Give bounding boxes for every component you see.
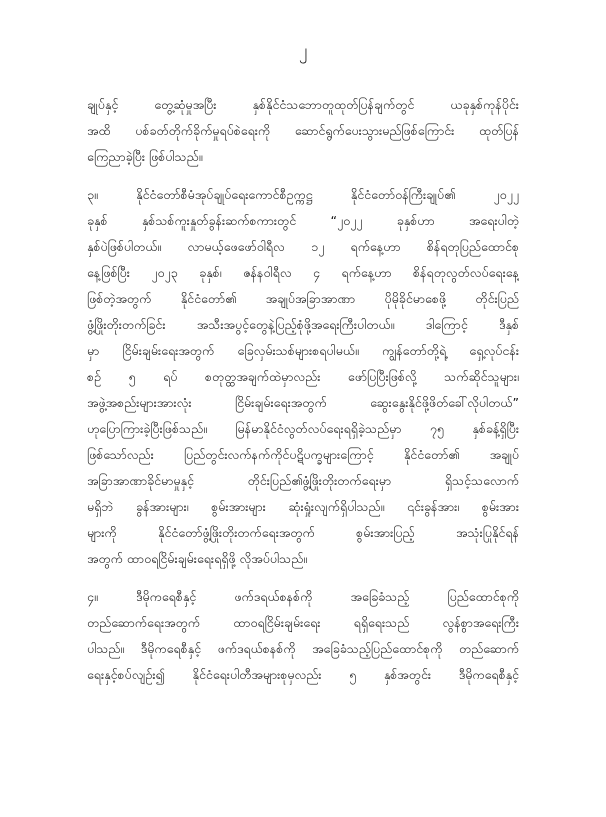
text-line: အဖွဲ့အစည်းများအားလုံး ငြိမ်းချမ်းရေးအတွက် ဆွေးနွေးနိုင်ဖို့ဖိတ်ခေါ်လိုပါတယ်” bbox=[87, 395, 519, 410]
text-line: ဟုပြောကြားခဲ့ပြီးဖြစ်သည်။ မြန်မာနိုင်ငံလွတ်လပ်ရေးရရှိခဲ့သည်မှာ ၇၅ နှစ်ခန့်ရှိပြီး bbox=[87, 421, 519, 436]
text-line: စဉ် ၅ ရပ် စတုတ္ထအချက်ထဲမှာလည်း ဖော်ပြပြီးဖြစ်လို့ သက်ဆိုင်သူများ၊ bbox=[87, 369, 519, 384]
paragraph bbox=[87, 182, 519, 572]
text-line: နေ့ဖြစ်ပြီး ၂၀၂၃ ခုနှစ်၊ ဇန်နဝါရီလ ၄ ရက်နေ့ဟာ စိန်ရတုလွတ်လပ်ရေးနေ့ bbox=[87, 265, 519, 280]
text-line: နှစ်ပဲဖြစ်ပါတယ်။ လာမယ့်ဖေဖော်ဝါရီလ ၁၂ ရက်နေ့ဟာ စိန်ရတုပြည်ထောင်စု bbox=[87, 239, 519, 254]
text-line: တည်ဆောက်ရေးအတွက် ထာဝရငြိမ်းချမ်းရေး ရရှိရေးသည် လွန်စွာအရေးကြီး bbox=[87, 615, 519, 630]
text-line: ၄။ ဒီမိုကရေစီနှင့် ဖက်ဒရယ်စနစ်ကို အခြေခံသည့် ပြည်ထောင်စုကို bbox=[87, 589, 519, 604]
text-line: အတွက် ထာဝရငြိမ်းချမ်းရေးရရှိဖို့ လိုအပ်ပါသည်။ bbox=[87, 551, 308, 566]
text-line: ရေးနှင့်စပ်လျဉ်း၍ နိုင်ငံရေးပါတီအများစုမှလည်း ၅ နှစ်အတွင်း ဒီမိုကရေစီနှင့် bbox=[87, 667, 519, 682]
text-line: ခုနှစ် နှစ်သစ်ကူးနှုတ်ခွန်းဆက်စကားတွင် “၂၀၂၂ ခုနှစ်ဟာ အရေးပါတဲ့ bbox=[87, 213, 519, 228]
paragraph bbox=[87, 92, 519, 170]
paragraph bbox=[87, 584, 519, 688]
text-line: အခြာအာဏာခိုင်မာမှုနှင့် တိုင်းပြည်၏ဖွံ့ဖြိုးတိုးတက်ရေးမှာ ရှိသင့်သလောက် bbox=[87, 473, 519, 488]
page-number: ၂ bbox=[298, 41, 308, 61]
text-line: မရှိဘဲ ခွန်အားများ၊ စွမ်းအားများ ဆုံးရှုံးလျက်ရှိပါသည်။ ၎င်းခွန်အား၊ စွမ်းအား bbox=[87, 499, 519, 514]
text-line: ဖွံ့ဖြိုးတိုးတက်ခြင်း အသီးအပွင့်တွေနဲ့ပြည့်စုံဖို့အရေးကြီးပါတယ်။ ဒါကြောင့် ဒီနှစ် bbox=[87, 317, 519, 332]
text-line: ချုပ်နှင့် တွေ့ဆုံမှုအပြီး နှစ်နိုင်ငံသဘောတူထုတ်ပြန်ချက်တွင် ယခုနှစ်ကုန်ပိုင်း bbox=[87, 97, 519, 112]
text-line: အထိ ပစ်ခတ်တိုက်ခိုက်မှုရပ်စဲရေးကို ဆောင်ရွက်ပေးသွားမည်ဖြစ်ကြောင်း ထုတ်ပြန် bbox=[87, 123, 519, 138]
text-line: များကို နိုင်ငံတော်ဖွံ့ဖြိုးတိုးတက်ရေးအတွက် စွမ်းအားပြည့် အသုံးပြုနိုင်ရန် bbox=[87, 525, 519, 540]
text-line: မှာ ငြိမ်းချမ်းရေးအတွက် ခြေလှမ်းသစ်များစရပါမယ်။ ကျွန်တော်တို့ရဲ့ ရှေ့လုပ်ငန်း bbox=[87, 343, 519, 358]
text-line: ကြေညာခဲ့ပြီး ဖြစ်ပါသည်။ bbox=[87, 149, 203, 164]
text-line: ဖြစ်တဲ့အတွက် နိုင်ငံတော်၏ အချုပ်အခြာအာဏာ ပိုမိုခိုင်မာစေဖို့ တိုင်းပြည် bbox=[87, 291, 519, 306]
body-text bbox=[87, 92, 519, 688]
text-line: ပါသည်။ ဒီမိုကရေစီနှင့် ဖက်ဒရယ်စနစ်ကို အခြေခံသည့်ပြည်ထောင်စုကို တည်ဆောက် bbox=[87, 641, 519, 656]
text-line: ၃။ နိုင်ငံတော်စီမံအုပ်ချုပ်ရေးကောင်စီဥက္ကဋ္ဌ နိုင်ငံတော်ဝန်ကြီးချုပ်၏ ၂၀၂၂ bbox=[87, 187, 519, 202]
text-line: ဖြစ်သော်လည်း ပြည်တွင်းလက်နက်ကိုင်ပဋိပက္ခများကြောင့် နိုင်ငံတော်၏ အချုပ် bbox=[87, 447, 519, 462]
